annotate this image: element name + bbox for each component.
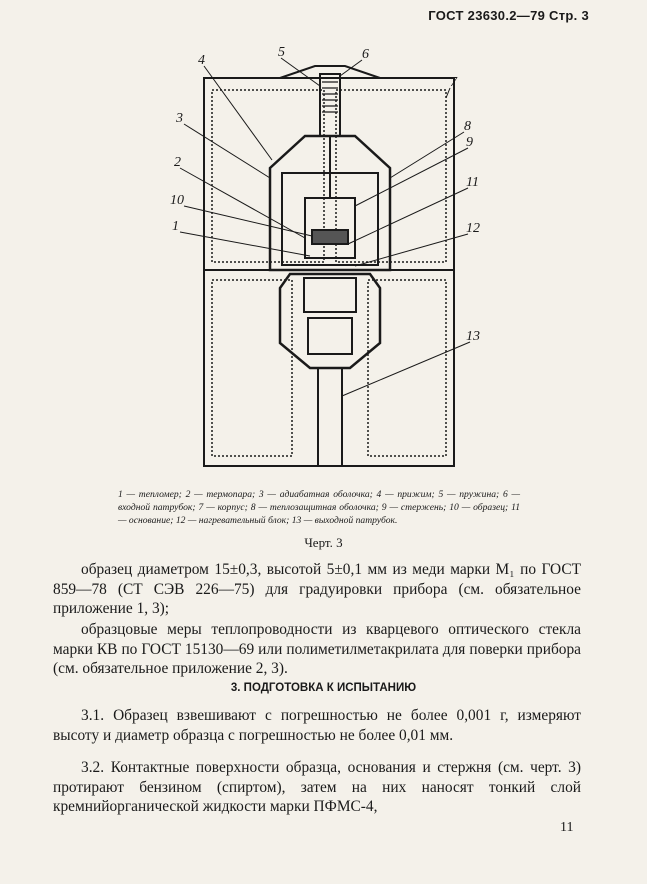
callout-8: 8 xyxy=(464,119,471,134)
paragraph-3-1 xyxy=(53,706,581,745)
paragraph-3-2 xyxy=(53,758,581,817)
section-heading: 3. ПОДГОТОВКА К ИСПЫТАНИЮ xyxy=(230,682,417,694)
callout-12: 12 xyxy=(466,221,480,236)
callout-2: 2 xyxy=(174,155,181,170)
page-header: ГОСТ 23630.2—79 Стр. 3 xyxy=(428,8,589,23)
figure-legend: 1 — тепломер; 2 — термопара; 3 — адиабатная оболочка; 4 — прижим; 5 — пружина; 6 — входной патрубок; 7 — корпус; 8 — теплозащитная оболочка; 9 — стержень; 10 — образец; 11 — основание; 12 — нагревательный блок; 13 — выходной патрубок. xyxy=(118,489,520,526)
page-number: 11 xyxy=(560,820,574,835)
paragraph-sample xyxy=(53,560,581,619)
callout-6: 6 xyxy=(362,47,369,62)
callout-1: 1 xyxy=(172,219,179,234)
callout-10: 10 xyxy=(170,193,184,208)
paragraph-text: 3.2. Контактные поверхности образца, основания и стержня (см. черт. 3) протирают бензином (спиртом), затем на них наносят тонкий слой кремнийорганической жидкости марки ПФМС-4, xyxy=(53,759,581,815)
callout-13: 13 xyxy=(466,329,480,344)
figure-title: Черт. 3 xyxy=(304,535,343,550)
callout-5: 5 xyxy=(278,45,285,60)
callout-7: 7 xyxy=(450,75,457,90)
device-drawing xyxy=(150,38,510,478)
callout-11: 11 xyxy=(466,175,479,190)
paragraph-text: образец диаметром 15±0,3, высотой 5±0,1 мм из меди марки М₁ по ГОСТ 859—78 (СТ СЭВ 226—75) для градуировки прибора (см. обязательное приложение 1, 3); xyxy=(53,561,581,617)
paragraph-text: 3.1. Образец взвешивают с погрешностью не более 0,001 г, измеряют высоту и диаметр образца с погрешностью не более 0,01 мм. xyxy=(53,707,581,744)
callout-9: 9 xyxy=(466,135,473,150)
callout-4: 4 xyxy=(198,53,205,68)
outlet-pipe xyxy=(318,368,342,466)
paragraph-reference xyxy=(53,620,581,679)
inlet-pipe xyxy=(320,74,340,136)
paragraph-text: образцовые меры теплопроводности из кварцевого оптического стекла марки КВ по ГОСТ 15130—69 или полиметилметакрилата для поверки прибора (см. обязательное приложение 2, 3). xyxy=(53,621,581,677)
callout-3: 3 xyxy=(176,111,183,126)
